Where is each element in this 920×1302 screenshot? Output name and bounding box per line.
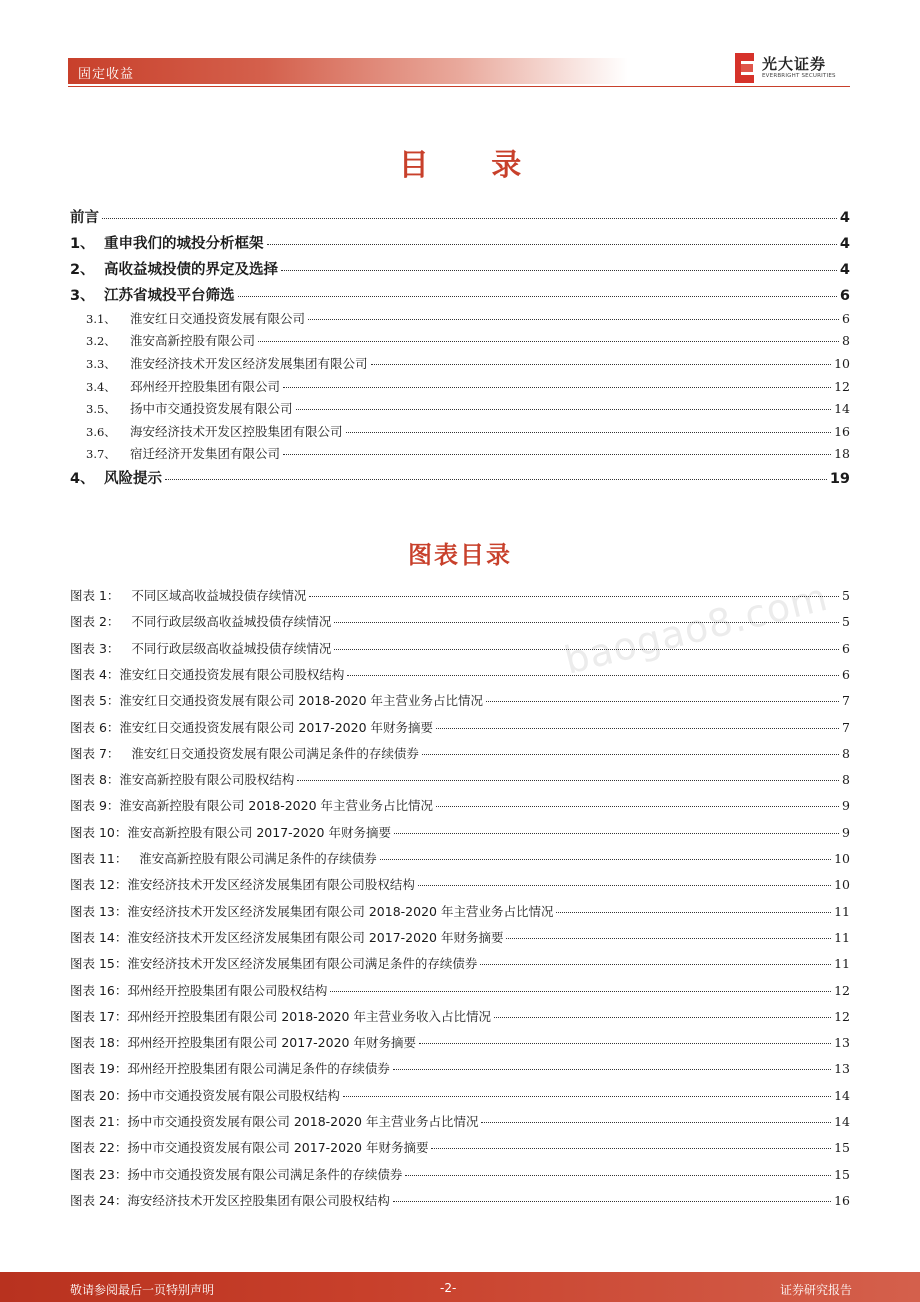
toc-entry-label <box>70 354 368 372</box>
figure-entry-page: 5 <box>842 588 850 603</box>
toc-entry-number: 3.3、 <box>86 357 116 371</box>
figure-entry-label: 图表 8：淮安高新控股有限公司股权结构 <box>70 772 295 788</box>
toc-entry[interactable] <box>70 399 850 417</box>
toc-entry-page: 4 <box>839 262 850 278</box>
toc-entry-number: 1、 <box>70 236 95 252</box>
dot-leader <box>494 1017 831 1018</box>
figure-entry-page: 14 <box>834 1087 850 1103</box>
page-footer <box>0 1272 920 1302</box>
dot-leader <box>380 859 831 860</box>
figure-entry-label: 图表 11： 淮安高新控股有限公司满足条件的存续债券 <box>70 851 377 866</box>
dot-leader <box>436 728 839 729</box>
toc-entry-text: 重申我们的城投分析框架 <box>104 236 264 252</box>
dot-leader <box>330 991 831 992</box>
figures-title: 图表目录 <box>408 541 512 569</box>
dot-leader <box>308 319 839 320</box>
dot-leader <box>481 1122 831 1123</box>
dot-leader <box>394 833 839 834</box>
toc-entry-label <box>70 467 162 488</box>
figure-entry-label: 图表 21：扬中市交通投资发展有限公司 2018-2020 年主营业务占比情况 <box>70 1114 479 1129</box>
figure-entry-label: 图表 3： 不同行政层级高收益城投债存续情况 <box>70 640 332 656</box>
figure-entry[interactable] <box>70 928 850 946</box>
figure-entry-page: 12 <box>834 982 850 998</box>
toc-entry-page: 4 <box>839 210 850 226</box>
figure-entry[interactable] <box>70 586 850 604</box>
toc-entry-text: 宿迁经济开发集团有限公司 <box>130 446 281 461</box>
figure-entry-page: 9 <box>842 824 850 840</box>
figure-entry-label: 图表 17：邳州经开控股集团有限公司 2018-2020 年主营业务收入占比情况 <box>70 1008 491 1024</box>
figure-entry-page: 11 <box>834 956 850 972</box>
toc-entry-label <box>70 206 99 227</box>
toc-entry[interactable] <box>70 331 850 349</box>
dot-leader <box>431 1148 831 1149</box>
toc-entry-text: 淮安高新控股有限公司 <box>130 333 256 348</box>
toc-entry-number: 3.4、 <box>86 380 116 394</box>
figure-entry-label: 图表 16：邳州经开控股集团有限公司股权结构 <box>70 982 328 998</box>
figure-entry-page: 5 <box>842 614 850 630</box>
header-band <box>68 58 628 84</box>
figure-entry-page: 16 <box>834 1192 850 1208</box>
figure-entry-page: 12 <box>834 1008 850 1024</box>
toc-title: 目 录 <box>398 148 548 183</box>
toc-entry[interactable] <box>70 377 850 395</box>
dot-leader <box>486 701 839 702</box>
header-rule <box>68 86 850 87</box>
toc-entry-page: 12 <box>834 379 850 394</box>
figure-entry-label: 图表 1： 不同区域高收益城投债存续情况 <box>70 588 307 603</box>
figure-entry-label: 图表 12：淮安经济技术开发区经济发展集团有限公司股权结构 <box>70 877 415 893</box>
figure-entry-page: 10 <box>834 877 850 893</box>
figure-entry-label: 图表 24：海安经济技术开发区控股集团有限公司股权结构 <box>70 1192 390 1208</box>
dot-leader <box>283 387 831 388</box>
page-header <box>68 52 850 88</box>
dot-leader <box>405 1175 831 1176</box>
dot-leader <box>422 754 839 755</box>
figure-entry[interactable] <box>70 1059 850 1077</box>
company-logo <box>734 52 850 84</box>
dot-leader <box>258 341 839 342</box>
toc-entry-page: 10 <box>834 356 850 371</box>
toc-entry-label <box>70 422 343 440</box>
figure-entry-label: 图表 19：邳州经开控股集团有限公司满足条件的存续债券 <box>70 1061 390 1077</box>
figure-entry-label: 图表 9：淮安高新控股有限公司 2018-2020 年主营业务占比情况 <box>70 798 434 814</box>
figure-entry-page: 13 <box>834 1061 850 1077</box>
toc-entry[interactable] <box>70 444 850 462</box>
dot-leader <box>297 780 839 781</box>
toc-entry[interactable] <box>70 422 850 440</box>
toc-entry-text: 淮安经济技术开发区经济发展集团有限公司 <box>130 356 368 371</box>
figure-entry[interactable] <box>70 718 850 736</box>
header-section-title: 固定收益 <box>78 67 135 82</box>
figure-entry[interactable] <box>70 1165 850 1183</box>
toc-entry-page: 19 <box>829 471 850 487</box>
figure-entry[interactable] <box>70 770 850 788</box>
toc-entry-text: 风险提示 <box>104 471 162 487</box>
toc-entry-page: 6 <box>842 311 850 326</box>
figure-entry[interactable] <box>70 902 850 920</box>
dot-leader <box>334 649 839 650</box>
toc-entry-page: 8 <box>842 333 850 348</box>
dot-leader <box>480 964 831 965</box>
toc-entry-label <box>70 309 305 327</box>
toc-entry-label <box>70 331 255 349</box>
figure-entry-label: 图表 20：扬中市交通投资发展有限公司股权结构 <box>70 1087 340 1103</box>
toc-entry-number: 3.2、 <box>86 334 116 348</box>
figure-entry[interactable] <box>70 981 850 999</box>
toc-entry[interactable] <box>70 232 850 253</box>
toc-entry-number: 3.1、 <box>86 312 116 326</box>
figure-entry-page: 9 <box>842 798 850 814</box>
dot-leader <box>556 912 831 913</box>
figure-entry[interactable] <box>70 849 850 867</box>
toc-entry-label <box>70 444 280 462</box>
figure-entry-page: 8 <box>842 772 850 788</box>
toc-entry-page: 14 <box>834 401 850 416</box>
dot-leader <box>283 454 831 455</box>
toc-entry-page: 18 <box>834 446 850 461</box>
figure-entry-label: 图表 4：淮安红日交通投资发展有限公司股权结构 <box>70 666 345 682</box>
figure-entry[interactable] <box>70 665 850 683</box>
toc-entry-number: 4、 <box>70 471 95 487</box>
toc-entry-number: 3.7、 <box>86 447 116 461</box>
figure-entry[interactable] <box>70 691 850 709</box>
figure-entry[interactable] <box>70 639 850 657</box>
figure-entry[interactable] <box>70 1033 850 1051</box>
figure-entry[interactable] <box>70 1138 850 1156</box>
footer-report-type: 证券研究报告 <box>779 1283 852 1297</box>
toc-entry-number: 3.6、 <box>86 425 116 439</box>
toc-entry-text: 高收益城投债的界定及选择 <box>104 262 278 278</box>
everbright-logo-icon <box>734 52 756 84</box>
figure-entry-page: 13 <box>834 1035 850 1051</box>
toc-entry-text: 扬中市交通投资发展有限公司 <box>130 401 293 416</box>
dot-leader <box>347 675 839 676</box>
toc-entry-text: 邳州经开控股集团有限公司 <box>130 379 281 394</box>
dot-leader <box>343 1096 831 1097</box>
toc-entry-text: 前言 <box>70 210 99 226</box>
dot-leader <box>102 218 837 219</box>
dot-leader <box>165 479 827 480</box>
figure-entry-label: 图表 6：淮安红日交通投资发展有限公司 2017-2020 年财务摘要 <box>70 719 434 735</box>
toc-entry-number: 2、 <box>70 262 95 278</box>
figure-entry-label: 图表 2： 不同行政层级高收益城投债存续情况 <box>70 614 332 630</box>
toc-entry-text: 江苏省城投平台筛选 <box>104 288 235 304</box>
dot-leader <box>238 296 837 297</box>
logo-chinese-name: 光大证券 <box>762 55 827 73</box>
figure-entry-label: 图表 7： 淮安红日交通投资发展有限公司满足条件的存续债券 <box>70 745 419 761</box>
figure-entry-page: 11 <box>834 929 850 945</box>
figure-entry-page: 15 <box>834 1140 850 1156</box>
figure-entry-page: 15 <box>834 1166 850 1182</box>
dot-leader <box>267 244 837 245</box>
page-number: -2- <box>440 1281 457 1295</box>
figure-entry[interactable] <box>70 823 850 841</box>
dot-leader <box>346 432 832 433</box>
figure-entry[interactable] <box>70 1112 850 1130</box>
dot-leader <box>281 270 837 271</box>
toc-entry[interactable] <box>70 467 850 488</box>
toc-entry-label <box>70 284 235 305</box>
dot-leader <box>436 806 839 807</box>
dot-leader <box>309 596 839 597</box>
dot-leader <box>506 938 831 939</box>
toc-entry[interactable] <box>70 206 850 227</box>
figure-entry-page: 11 <box>834 903 850 919</box>
dot-leader <box>418 885 831 886</box>
figure-entry-label: 图表 14：淮安经济技术开发区经济发展集团有限公司 2017-2020 年财务摘要 <box>70 929 504 945</box>
figure-entry-label: 图表 18：邳州经开控股集团有限公司 2017-2020 年财务摘要 <box>70 1035 416 1051</box>
dot-leader <box>334 622 839 623</box>
figure-entry-label: 图表 10：淮安高新控股有限公司 2017-2020 年财务摘要 <box>70 824 391 840</box>
figure-entry-label: 图表 15：淮安经济技术开发区经济发展集团有限公司满足条件的存续债券 <box>70 956 478 972</box>
figure-entry-label: 图表 22：扬中市交通投资发展有限公司 2017-2020 年财务摘要 <box>70 1140 429 1156</box>
logo-english-name: EVERBRIGHT SECURITIES <box>762 73 836 79</box>
dot-leader <box>393 1201 831 1202</box>
figure-entry[interactable] <box>70 744 850 762</box>
toc-entry-label <box>70 399 293 417</box>
toc-entry-page: 4 <box>839 236 850 252</box>
figure-entry-page: 7 <box>842 693 850 709</box>
toc-entry-text: 淮安红日交通投资发展有限公司 <box>130 311 306 326</box>
figure-entry[interactable] <box>70 1007 850 1025</box>
figure-entry-page: 8 <box>842 745 850 761</box>
toc-entry-page: 6 <box>839 288 850 304</box>
dot-leader <box>419 1043 831 1044</box>
toc-entry[interactable] <box>70 354 850 372</box>
toc-entry-label <box>70 232 264 253</box>
figure-entry-label: 图表 13：淮安经济技术开发区经济发展集团有限公司 2018-2020 年主营业务占比情况 <box>70 903 554 919</box>
toc-entry-page: 16 <box>834 424 850 439</box>
figure-entry-label: 图表 23：扬中市交通投资发展有限公司满足条件的存续债券 <box>70 1166 403 1182</box>
figure-entry-page: 7 <box>842 719 850 735</box>
toc-entry-label <box>70 377 280 395</box>
figure-entry[interactable] <box>70 875 850 893</box>
figure-entry-page: 10 <box>834 851 850 866</box>
figure-entry[interactable] <box>70 954 850 972</box>
dot-leader <box>296 409 832 410</box>
watermark: baogao8.com <box>560 574 833 683</box>
toc-entry[interactable] <box>70 309 850 327</box>
dot-leader <box>371 364 832 365</box>
toc-entry-number: 3、 <box>70 288 95 304</box>
figure-entry[interactable] <box>70 1191 850 1209</box>
dot-leader <box>393 1069 831 1070</box>
figure-entry-page: 14 <box>834 1114 850 1129</box>
figure-entry[interactable] <box>70 1086 850 1104</box>
figure-entry-label: 图表 5：淮安红日交通投资发展有限公司 2018-2020 年主营业务占比情况 <box>70 693 484 709</box>
figure-entry-page: 6 <box>842 666 850 682</box>
figure-entry-page: 6 <box>842 640 850 656</box>
toc-entry-number: 3.5、 <box>86 402 116 416</box>
toc-entry[interactable] <box>70 284 850 305</box>
toc-entry[interactable] <box>70 258 850 279</box>
toc-entry-text: 海安经济技术开发区控股集团有限公司 <box>130 424 343 439</box>
toc-entry-label <box>70 258 278 279</box>
figure-entry[interactable] <box>70 612 850 630</box>
footer-disclaimer: 敬请参阅最后一页特别声明 <box>70 1283 215 1297</box>
figure-entry[interactable] <box>70 796 850 814</box>
